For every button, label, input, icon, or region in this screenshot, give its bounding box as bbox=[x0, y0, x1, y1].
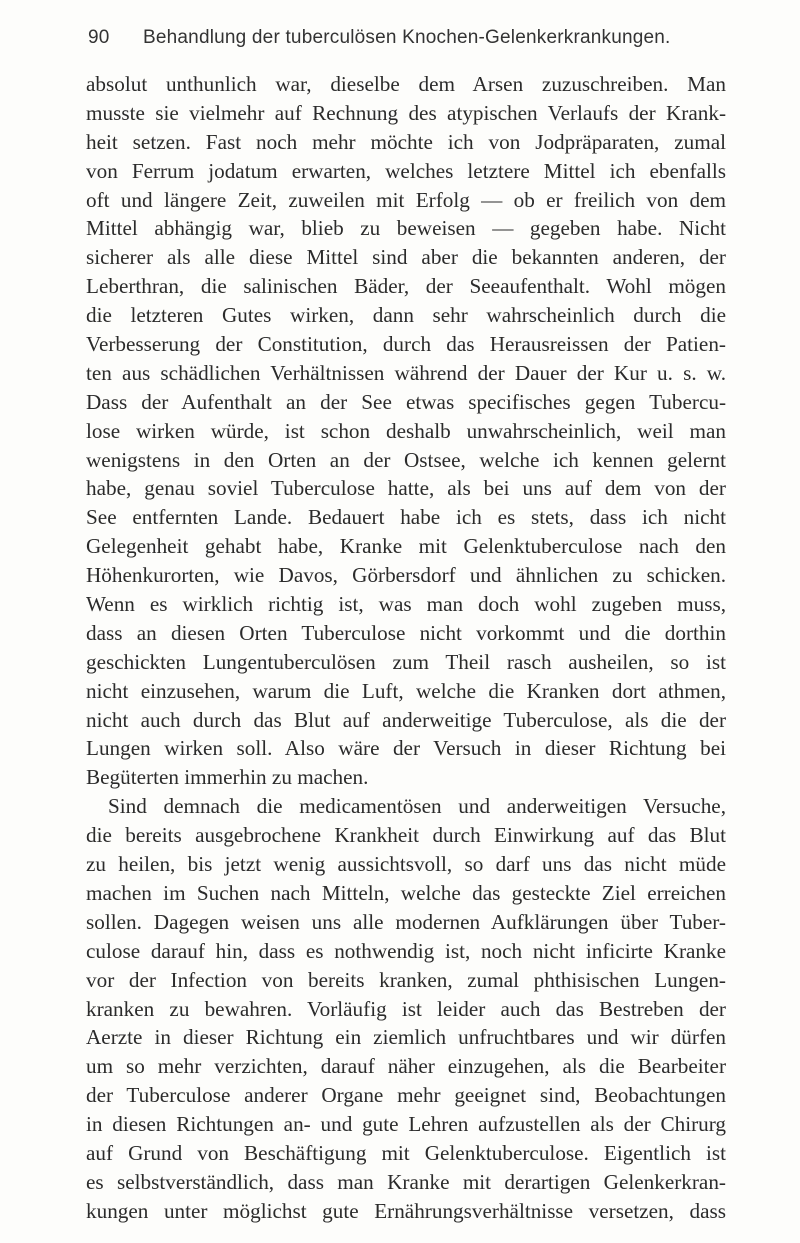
text-line: lose wirken würde, ist schon deshalb unwahrscheinlich, weil man bbox=[86, 418, 726, 443]
text-line: um so mehr verzichten, darauf näher einzugehen, als die Bearbeiter bbox=[86, 1054, 726, 1079]
text-line: dass an diesen Orten Tuberculose nicht vorkommt und die dorthin bbox=[86, 620, 726, 645]
text-line: sollen. Dagegen weisen uns alle modernen Aufklärungen über Tuber- bbox=[86, 909, 726, 934]
text-line: wenigstens in den Orten an der Ostsee, welche ich kennen gelernt bbox=[86, 447, 726, 472]
text-line: kungen unter möglichst gute Ernährungsverhältnisse versetzen, dass bbox=[86, 1198, 726, 1223]
text-line: Verbesserung der Constitution, durch das Herausreissen der Patien- bbox=[86, 332, 726, 357]
page-number: 90 bbox=[88, 27, 110, 48]
text-line: Leberthran, die salinischen Bäder, der Seeaufenthalt. Wohl mögen bbox=[86, 274, 726, 299]
text-line: kranken zu bewahren. Vorläufig ist leider auch das Bestreben der bbox=[86, 996, 726, 1021]
text-line: oft und längere Zeit, zuweilen mit Erfolg — ob er freilich von dem bbox=[86, 187, 726, 212]
text-line: Gelegenheit gehabt habe, Kranke mit Gelenktuberculose nach den bbox=[86, 534, 726, 559]
text-line: culose darauf hin, dass es nothwendig ist, noch nicht inficirte Kranke bbox=[86, 938, 726, 963]
text-line: von Ferrum jodatum erwarten, welches letztere Mittel ich ebenfalls bbox=[86, 158, 726, 183]
text-line: die letzteren Gutes wirken, dann sehr wahrscheinlich durch die bbox=[86, 303, 726, 328]
text-line: zu heilen, bis jetzt wenig aussichtsvoll, so darf uns das nicht müde bbox=[86, 852, 726, 877]
text-line: der Tuberculose anderer Organe mehr geeignet sind, Beobachtungen bbox=[86, 1083, 726, 1108]
text-line: Wenn es wirklich richtig ist, was man doch wohl zugeben muss, bbox=[86, 592, 726, 617]
text-line: musste sie vielmehr auf Rechnung des atypischen Verlaufs der Krank- bbox=[86, 100, 726, 125]
text-line: habe, genau soviel Tuberculose hatte, als bei uns auf dem von der bbox=[86, 476, 726, 501]
text-line: nicht einzusehen, warum die Luft, welche die Kranken dort athmen, bbox=[86, 678, 726, 703]
text-line: heit setzen. Fast noch mehr möchte ich von Jodpräparaten, zumal bbox=[86, 129, 726, 154]
text-line: vor der Infection von bereits kranken, zumal phthisischen Lungen- bbox=[86, 967, 726, 992]
text-line: Höhenkurorten, wie Davos, Görbersdorf und ähnlichen zu schicken. bbox=[86, 563, 726, 588]
text-line: ten aus schädlichen Verhältnissen während der Dauer der Kur u. s. w. bbox=[86, 360, 726, 385]
text-line: sicherer als alle diese Mittel sind aber die bekannten anderen, der bbox=[86, 245, 726, 270]
text-line: in diesen Richtungen an- und gute Lehren aufzustellen als der Chirurg bbox=[86, 1112, 726, 1137]
text-line: Dass der Aufenthalt an der See etwas specifisches gegen Tubercu- bbox=[86, 389, 726, 414]
body-text bbox=[86, 70, 726, 1226]
text-line: es selbstverständlich, dass man Kranke mit derartigen Gelenkerkran- bbox=[86, 1169, 726, 1194]
running-title: Behandlung der tuberculösen Knochen-Gelenkerkrankungen. bbox=[143, 27, 671, 48]
text-line: See entfernten Lande. Bedauert habe ich es stets, dass ich nicht bbox=[86, 505, 726, 530]
text-line: absolut unthunlich war, dieselbe dem Arsen zuzuschreiben. Man bbox=[86, 72, 726, 96]
text-line: Mittel abhängig war, blieb zu beweisen — gegeben habe. Nicht bbox=[86, 216, 726, 241]
text-line: nicht auch durch das Blut auf anderweitige Tuberculose, als die der bbox=[86, 707, 726, 732]
paragraph-start-line: Sind demnach die medicamentösen und anderweitigen Versuche, bbox=[108, 794, 726, 819]
text-line: Aerzte in dieser Richtung ein ziemlich unfruchtbares und wir dürfen bbox=[86, 1025, 726, 1050]
text-line: machen im Suchen nach Mitteln, welche das gesteckte Ziel erreichen bbox=[86, 880, 726, 905]
text-line: Lungen wirken soll. Also wäre der Versuch in dieser Richtung bei bbox=[86, 736, 726, 761]
paragraph-end-line: Begüterten immerhin zu machen. bbox=[86, 765, 369, 790]
running-header bbox=[88, 27, 738, 57]
text-line: auf Grund von Beschäftigung mit Gelenktuberculose. Eigentlich ist bbox=[86, 1140, 726, 1165]
text-line: die bereits ausgebrochene Krankheit durch Einwirkung auf das Blut bbox=[86, 823, 726, 848]
text-line: geschickten Lungentuberculösen zum Theil rasch ausheilen, so ist bbox=[86, 649, 726, 674]
